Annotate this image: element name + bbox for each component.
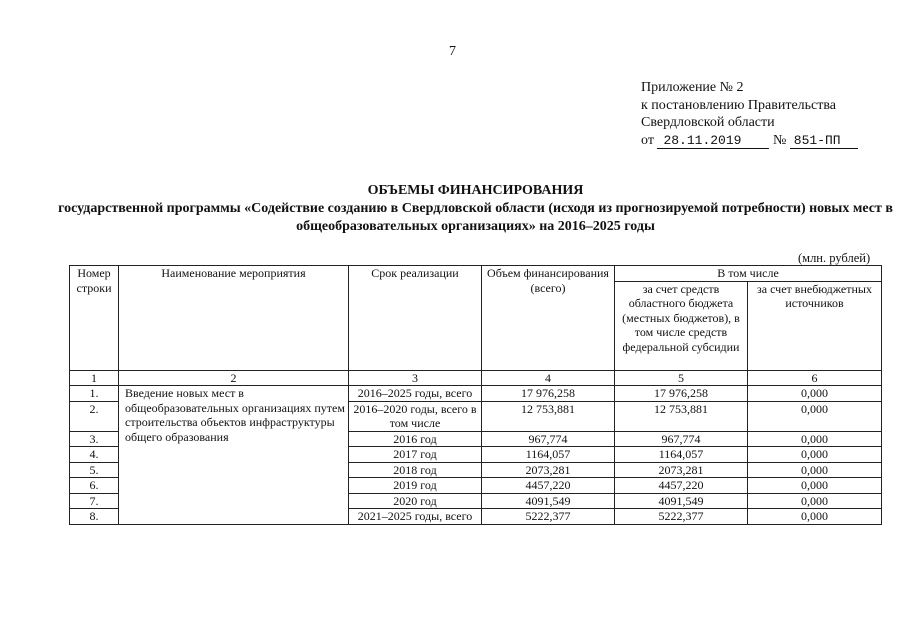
row-extra: 0,000 xyxy=(748,431,882,447)
row-total: 4091,549 xyxy=(482,493,615,509)
date-prefix: от xyxy=(641,132,654,148)
column-number: 6 xyxy=(748,370,882,386)
resolution-number: 851-ПП xyxy=(790,133,858,149)
row-regional: 17 976,258 xyxy=(615,386,748,402)
header-total: Объем финансирования (всего) xyxy=(482,266,615,371)
row-total: 1164,057 xyxy=(482,447,615,463)
row-regional: 2073,281 xyxy=(615,462,748,478)
row-number: 5. xyxy=(70,462,119,478)
row-extra: 0,000 xyxy=(748,509,882,525)
row-number: 8. xyxy=(70,509,119,525)
row-period: 2018 год xyxy=(349,462,482,478)
row-number: 7. xyxy=(70,493,119,509)
row-total: 12 753,881 xyxy=(482,401,615,431)
row-period: 2016 год xyxy=(349,431,482,447)
row-total: 2073,281 xyxy=(482,462,615,478)
header-period: Срок реализации xyxy=(349,266,482,371)
document-title: ОБЪЕМЫ ФИНАНСИРОВАНИЯ xyxy=(367,183,584,198)
appendix-resolution: к постановлению Правительства xyxy=(641,97,837,113)
row-extra: 0,000 xyxy=(748,478,882,494)
row-number: 3. xyxy=(70,431,119,447)
row-period: 2016–2025 годы, всего xyxy=(349,386,482,402)
header-regional: за счет средств областного бюджета (местных бюджетов), в том числе средств федеральной субсидии xyxy=(615,281,748,370)
row-total: 5222,377 xyxy=(482,509,615,525)
header-row-number: Номер строки xyxy=(70,266,119,371)
row-regional: 4457,220 xyxy=(615,478,748,494)
row-total: 17 976,258 xyxy=(482,386,615,402)
header-row xyxy=(70,266,882,282)
row-regional: 5222,377 xyxy=(615,509,748,525)
resolution-date: 28.11.2019 xyxy=(657,133,769,149)
document-subtitle: государственной программы «Содействие созданию в Свердловской области (исходя из прогнозируемой потребности) новых мест в общеобразовательных организациях» на 2016–2025 годы xyxy=(58,201,893,234)
header-including: В том числе xyxy=(615,266,882,282)
row-extra: 0,000 xyxy=(748,401,882,431)
column-number: 2 xyxy=(119,370,349,386)
row-extra: 0,000 xyxy=(748,386,882,402)
column-number: 3 xyxy=(349,370,482,386)
column-number: 5 xyxy=(615,370,748,386)
table-row xyxy=(70,386,882,402)
header-extra: за счет внебюджетных источников xyxy=(748,281,882,370)
page-number: 7 xyxy=(449,44,456,59)
row-regional: 4091,549 xyxy=(615,493,748,509)
event-description: Введение новых мест в общеобразовательных организациях путем строительства объектов инфраструктуры общего образования xyxy=(119,386,349,525)
row-extra: 0,000 xyxy=(748,447,882,463)
appendix-block xyxy=(641,79,858,149)
row-regional: 12 753,881 xyxy=(615,401,748,431)
row-period: 2021–2025 годы, всего xyxy=(349,509,482,525)
appendix-title: Приложение № 2 xyxy=(641,80,744,95)
row-period: 2020 год xyxy=(349,493,482,509)
appendix-date-line xyxy=(641,132,858,150)
row-total: 4457,220 xyxy=(482,478,615,494)
row-number: 2. xyxy=(70,401,119,431)
row-number: 4. xyxy=(70,447,119,463)
row-number: 1. xyxy=(70,386,119,402)
row-total: 967,774 xyxy=(482,431,615,447)
row-extra: 0,000 xyxy=(748,462,882,478)
number-prefix: № xyxy=(772,132,787,148)
row-extra: 0,000 xyxy=(748,493,882,509)
header-event-name: Наименование мероприятия xyxy=(119,266,349,371)
row-number: 6. xyxy=(70,478,119,494)
column-number-row xyxy=(70,370,882,386)
column-number: 1 xyxy=(70,370,119,386)
financing-table xyxy=(69,265,882,525)
row-period: 2016–2020 годы, всего в том числе xyxy=(349,401,482,431)
row-regional: 1164,057 xyxy=(615,447,748,463)
units-note: (млн. рублей) xyxy=(798,251,871,265)
row-period: 2019 год xyxy=(349,478,482,494)
column-number: 4 xyxy=(482,370,615,386)
appendix-region: Свердловской области xyxy=(641,115,775,130)
row-regional: 967,774 xyxy=(615,431,748,447)
row-period: 2017 год xyxy=(349,447,482,463)
